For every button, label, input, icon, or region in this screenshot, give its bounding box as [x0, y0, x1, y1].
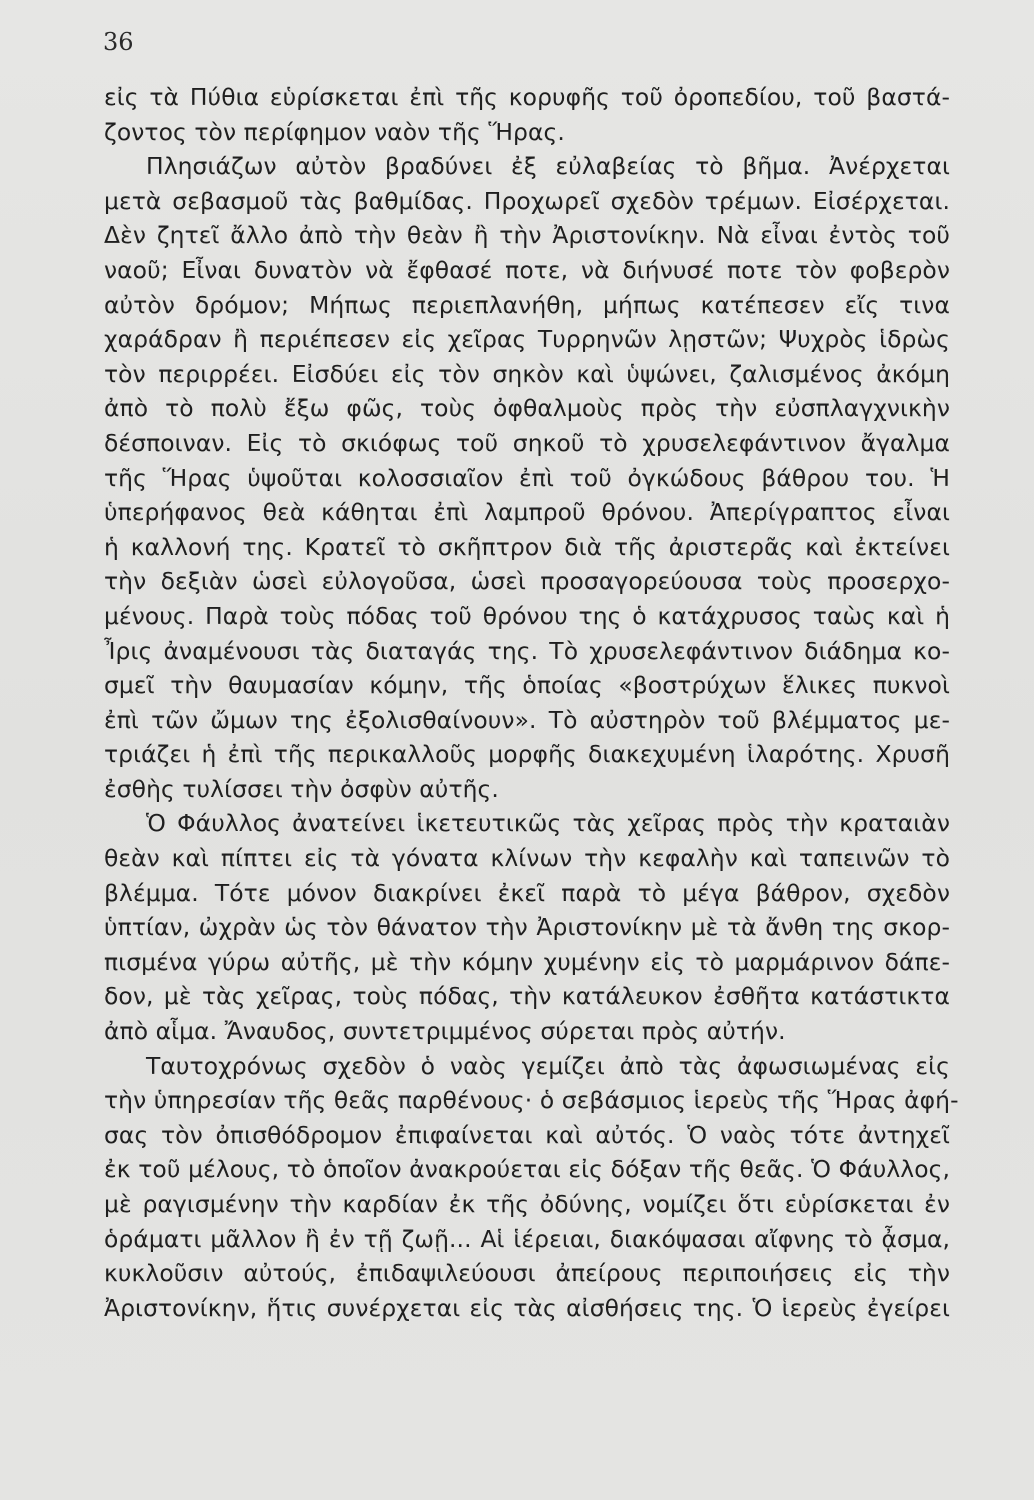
text-line: σας τὸν ὀπισθόδρομον ἐπιφαίνεται καὶ αὐτός. Ὁ ναὸς τότε ἀντηχεῖ	[104, 1120, 950, 1149]
page-number: 36	[103, 28, 134, 56]
text-line: σμεῖ τὴν θαυμασίαν κόμην, τῆς ὁποίας «βοστρύχων ἕλικες πυκνοὶ	[104, 671, 950, 700]
text-line: ζοντος τὸν περίφημον ναὸν τῆς Ἥρας.	[104, 117, 565, 146]
text-line: ὑπτίαν, ὠχρὰν ὡς τὸν θάνατον τὴν Ἀριστονίκην μὲ τὰ ἄνθη της σκορ-	[104, 913, 950, 942]
text-line: πισμένα γύρω αὐτῆς, μὲ τὴν κόμην χυμένην εἰς τὸ μαρμάρινον δάπε-	[104, 947, 950, 976]
body-text	[104, 80, 959, 1325]
text-line: αὐτὸν δρόμον; Μήπως περιεπλανήθη, μήπως κατέπεσεν εἴς τινα	[104, 290, 950, 319]
text-line: Ταυτοχρόνως σχεδὸν ὁ ναὸς γεμίζει ἀπὸ τὰς ἀφωσιωμένας εἰς	[146, 1051, 950, 1080]
text-line: Ἀριστονίκην, ἥτις συνέρχεται εἰς τὰς αἰσθήσεις της. Ὁ ἱερεὺς ἐγείρει	[104, 1293, 950, 1322]
text-line: δον, μὲ τὰς χεῖρας, τοὺς πόδας, τὴν κατάλευκον ἐσθῆτα κατάστικτα	[104, 982, 950, 1011]
paragraph	[104, 80, 950, 149]
text-line: τὴν ὑπηρεσίαν τῆς θεᾶς παρθένους· ὁ σεβάσμιος ἱερεὺς τῆς Ἥρας ἀφή-	[104, 1086, 959, 1115]
paragraph	[104, 149, 950, 806]
text-line: ναοῦ; Εἶναι δυνατὸν νὰ ἔφθασέ ποτε, νὰ διήνυσέ ποτε τὸν φοβερὸν	[104, 255, 950, 284]
text-line: μετὰ σεβασμοῦ τὰς βαθμίδας. Προχωρεῖ σχεδὸν τρέμων. Εἰσέρχεται.	[104, 186, 950, 215]
text-line: ἐσθὴς τυλίσσει τὴν ὀσφὺν αὐτῆς.	[104, 774, 499, 803]
text-line: τριάζει ἡ ἐπὶ τῆς περικαλλοῦς μορφῆς διακεχυμένη ἱλαρότης. Χρυσῆ	[104, 740, 950, 769]
text-line: τὸν περιρρέει. Εἰσδύει εἰς τὸν σηκὸν καὶ ὑψώνει, ζαλισμένος ἀκόμη	[104, 359, 950, 388]
text-line: ἐπὶ τῶν ὤμων της ἐξολισθαίνουν». Τὸ αὐστηρὸν τοῦ βλέμματος με-	[104, 705, 950, 734]
text-line: τῆς Ἥρας ὑψοῦται κολοσσιαῖον ἐπὶ τοῦ ὀγκώδους βάθρου του. Ἡ	[104, 463, 950, 492]
text-line: ὁράματι μᾶλλον ἢ ἐν τῇ ζωῇ... Αἱ ἱέρειαι, διακόψασαι αἴφνης τὸ ᾆσμα,	[104, 1224, 950, 1253]
text-line: μένους. Παρὰ τοὺς πόδας τοῦ θρόνου της ὁ κατάχρυσος ταὼς καὶ ἡ	[104, 601, 950, 630]
text-line: τὴν δεξιὰν ὡσεὶ εὐλογοῦσα, ὡσεὶ προσαγορεύουσα τοὺς προσερχο-	[104, 567, 950, 596]
text-line: ἐκ τοῦ μέλους, τὸ ὁποῖον ἀνακρούεται εἰς δόξαν τῆς θεᾶς. Ὁ Φάυλλος,	[104, 1155, 950, 1184]
text-line: χαράδραν ἢ περιέπεσεν εἰς χεῖρας Τυρρηνῶν λῃστῶν; Ψυχρὸς ἱδρὼς	[104, 325, 950, 354]
text-line: Ἶρις ἀναμένουσι τὰς διαταγάς της. Τὸ χρυσελεφάντινον διάδημα κο-	[104, 636, 950, 665]
text-line: μὲ ραγισμένην τὴν καρδίαν ἐκ τῆς ὀδύνης, νομίζει ὅτι εὑρίσκεται ἐν	[104, 1190, 950, 1218]
paragraph	[104, 1049, 959, 1326]
text-line: βλέμμα. Τότε μόνον διακρίνει ἐκεῖ παρὰ τὸ μέγα βάθρον, σχεδὸν	[104, 878, 950, 907]
paragraph	[104, 806, 950, 1048]
text-line: Πλησιάζων αὐτὸν βραδύνει ἐξ εὐλαβείας τὸ βῆμα. Ἀνέρχεται	[146, 152, 950, 181]
text-line: ἀπὸ αἷμα. Ἄναυδος, συντετριμμένος σύρεται πρὸς αὐτήν.	[104, 1017, 786, 1046]
text-line: ἡ καλλονή της. Κρατεῖ τὸ σκῆπτρον διὰ τῆς ἀριστερᾶς καὶ ἐκτείνει	[104, 532, 950, 561]
text-line: Δὲν ζητεῖ ἄλλο ἀπὸ τὴν θεὰν ἢ τὴν Ἀριστονίκην. Νὰ εἶναι ἐντὸς τοῦ	[104, 221, 950, 250]
text-line: κυκλοῦσιν αὐτούς, ἐπιδαψιλεύουσι ἀπείρους περιποιήσεις εἰς τὴν	[104, 1259, 950, 1288]
text-line: δέσποιναν. Εἰς τὸ σκιόφως τοῦ σηκοῦ τὸ χρυσελεφάντινον ἄγαλμα	[104, 428, 950, 457]
text-line: ὑπερήφανος θεὰ κάθηται ἐπὶ λαμπροῦ θρόνου. Ἀπερίγραπτος εἶναι	[104, 498, 950, 527]
text-line: Ὁ Φάυλλος ἀνατείνει ἱκετευτικῶς τὰς χεῖρας πρὸς τὴν κραταιὰν	[146, 809, 950, 838]
text-line: θεὰν καὶ πίπτει εἰς τὰ γόνατα κλίνων τὴν κεφαλὴν καὶ ταπεινῶν τὸ	[104, 844, 950, 873]
text-line: ἀπὸ τὸ πολὺ ἔξω φῶς, τοὺς ὀφθαλμοὺς πρὸς τὴν εὐσπλαγχνικὴν	[104, 394, 950, 423]
text-line: εἰς τὰ Πύθια εὑρίσκεται ἐπὶ τῆς κορυφῆς τοῦ ὀροπεδίου, τοῦ βαστά-	[104, 83, 950, 111]
